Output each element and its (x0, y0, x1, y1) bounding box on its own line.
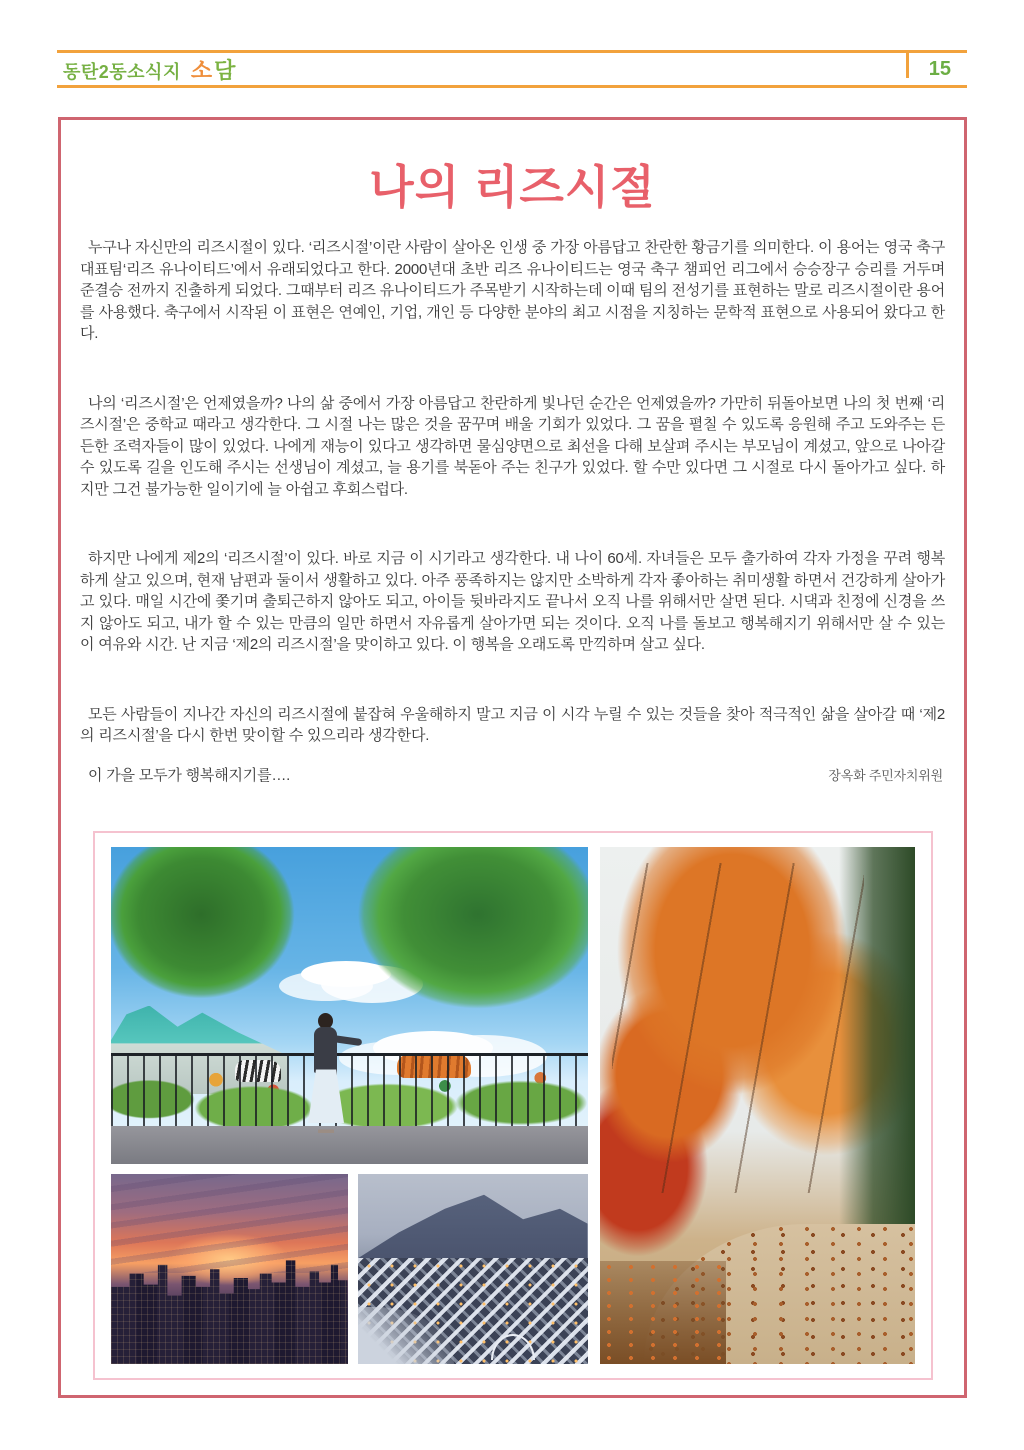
masthead-left (57, 54, 237, 85)
page-number: 15 (928, 57, 951, 80)
photo-collage-inner (111, 847, 915, 1364)
byline: 장옥화 주민자치위원 (828, 767, 943, 783)
collage-bottom-row (111, 1174, 588, 1364)
tree-canopy (111, 847, 321, 1022)
masthead (57, 50, 967, 88)
article-body (80, 237, 945, 786)
photo-park-promenade (111, 847, 588, 1164)
masthead-right (906, 53, 967, 85)
photo-collage (93, 831, 933, 1380)
paragraph-second-prime: 하지만 나에게 제2의 ‘리즈시절’이 있다. 바로 지금 이 시기라고 생각한다. 내 나이 60세. 자녀들은 모두 출가하여 각자 가정을 꾸려 행복하게 살고 있으며, 현재 남편과 둘이서 생활하고 있다. 아주 풍족하지는 않지만 소박하게 각자 좋아하는 취미생활 하면서 건강하게 살아가고 있다. 매일 시간에 쫓기며 출퇴근하지 않아도 되고, 아이들 뒷바라지도 끝나서 오직 나를 위해서만 살면 된다. 시댁과 친정에 신경을 쓰지 않아도 되고, 내가 할 수 있는 만큼의 일만 하면서 자유롭게 살아가면 되는 것이다. 오직 나를 돌보고 행복해지기 위해서만 살 수 있는 이 여유와 시간. 난 지금 ‘제2의 리즈시절’을 맞이하고 있다. 이 행복을 오래도록 만끽하며 살고 싶다. (80, 550, 945, 653)
figure-skirt (308, 1069, 344, 1123)
paragraph-first-prime: 나의 ‘리즈시절’은 언제였을까? 나의 삶 중에서 가장 아름답고 찬란하게 빛나던 순간은 언제였을까? 가만히 뒤돌아보면 나의 첫 번째 ‘리즈시절’은 중학교 때라고 생각한다. 그 시절 나는 많은 것을 꿈꾸며 배울 기회가 있었다. 그 꿈을 펼칠 수 있도록 응원해 주고 도와주는 든든한 조력자들이 많이 있었다. 나에게 재능이 있다고 생각하면 물심양면으로 최선을 다해 보살펴 주시는 부모님이 계셨고, 앞으로 나아갈 수 있도록 길을 인도해 주시는 선생님이 계셨고, 늘 용기를 북돋아 주는 친구가 있었다. 할 수만 있다면 그 시절로 다시 돌아가고 싶다. 하지만 그건 불가능한 일이기에 늘 아쉽고 후회스럽다. (80, 394, 945, 498)
newsletter-name: 동탄2동소식지 (63, 61, 181, 82)
logo-char-dam: 담 (214, 57, 238, 83)
paragraph-origin-of-term: 누구나 자신만의 리즈시절이 있다. ‘리즈시절’이란 사람이 살아온 인생 중 가장 아름답고 찬란한 황금기를 의미한다. 이 용어는 영국 축구대표팀‘리즈 유나이티드’에서 유래되었다고 한다. 2000년대 초반 리즈 유나이티드는 영국 축구 챔피언 리그에서 승승장구 승리를 거두며 준결승 전까지 진출하게 되었다. 그때부터 리즈 유나이티드가 주목받기 시작하는데 이때 팀의 전성기를 표현하는 말로 리즈시절이란 용어를 사용했다. 축구에서 시작된 이 표현은 연예인, 기업, 개인 등 다양한 분야의 최고 시점을 지칭하는 문학적 표현으로 사용되어 왔다고 한다. (80, 239, 946, 342)
article-frame (58, 117, 967, 1398)
walkway-ground (111, 1126, 588, 1164)
tree-branches (612, 863, 864, 1194)
paragraph-message: 모든 사람들이 지나간 자신의 리즈시절에 붙잡혀 우울해하지 말고 지금 이 시각 누릴 수 있는 것들을 찾아 적극적인 삶을 살아갈 때 ‘제2의 리즈시절’을 다시 한번 맞이할 수 있으리라 생각한다. (80, 705, 945, 744)
closing-row (80, 765, 945, 787)
photo-sunset-skyline (111, 1174, 348, 1364)
collage-left-column (111, 847, 588, 1364)
closing-wish: 이 가을 모두가 행복해지기를…. (88, 766, 291, 784)
fallen-leaves (600, 1261, 726, 1364)
newsletter-logo (191, 54, 238, 85)
logo-char-so: 소 (190, 57, 215, 83)
photo-autumn-path (600, 847, 915, 1364)
sunset-clouds (111, 1174, 348, 1273)
figure-torso (314, 1027, 337, 1073)
tree-canopy (328, 847, 588, 1032)
iron-fence (111, 1053, 588, 1126)
photo-snowy-village (358, 1174, 588, 1364)
article-title: 나의 리즈시절 (369, 161, 656, 213)
woman-figure (306, 1013, 346, 1135)
figure-feet (318, 1123, 334, 1133)
